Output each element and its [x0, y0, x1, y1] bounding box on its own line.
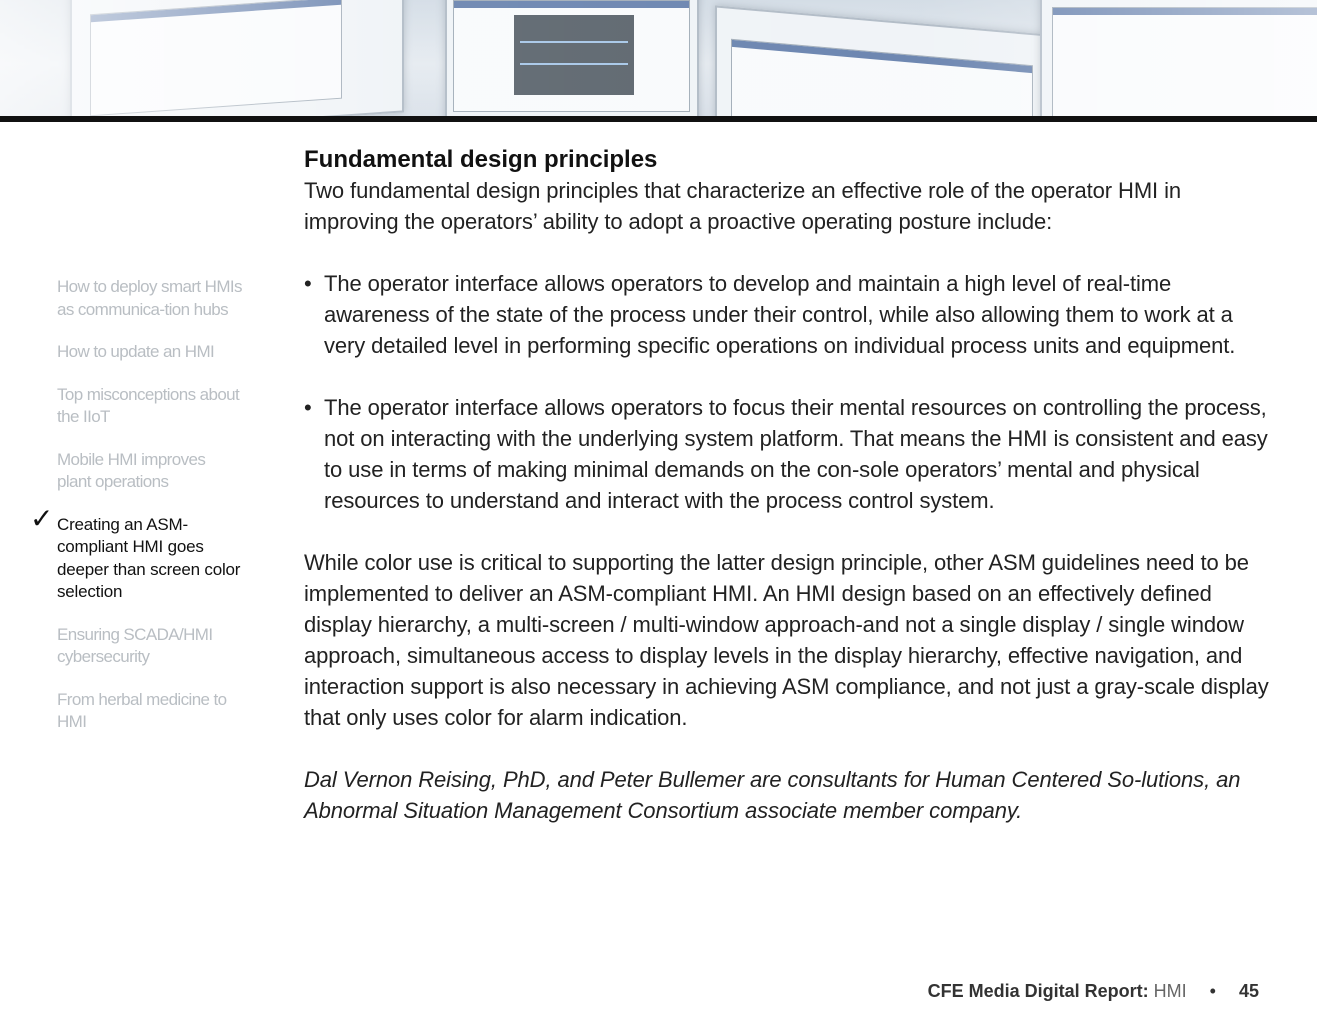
article-body — [304, 144, 1274, 826]
bullet-item — [304, 392, 1274, 516]
nav-item-asm-compliant-hmi[interactable] — [30, 501, 242, 604]
body-paragraph: While color use is critical to supporting the latter design principle, other ASM guidelines need to be implemented to deliver an ASM-compliant HMI. An HMI design based on an effectively defined display hierarchy, a multi-screen / multi-window approach-and not a single display / single window approach, simultaneous access to display levels in the display hierarchy, effective navigation, and interaction support is also necessary in achieving ASM compliance, and not just a gray-scale display that only uses color for alarm indication. — [304, 550, 1269, 730]
intro-paragraph: Two fundamental design principles that characterize an effective role of the operator HMI in improving the operators’ ability to adopt a proactive operating posture include: — [304, 178, 1181, 234]
bullet-icon: • — [304, 271, 312, 296]
nav-item-scada-cybersecurity[interactable]: Ensuring SCADA/HMI cybersecurity — [57, 624, 213, 666]
page-number: 45 — [1238, 981, 1259, 1001]
header-banner-image — [0, 0, 1317, 116]
nav-item-herbal-medicine[interactable]: From herbal medicine to HMI — [57, 689, 227, 731]
page-footer — [928, 979, 1259, 1003]
bullet-item — [304, 268, 1274, 361]
author-byline: Dal Vernon Reising, PhD, and Peter Bullemer are consultants for Human Centered So-lutions, an Abnormal Situation Management Consortium associate member company. — [304, 767, 1241, 823]
footer-topic: HMI — [1153, 981, 1187, 1001]
nav-item-mobile-hmi[interactable]: Mobile HMI improves plant operations — [57, 449, 206, 491]
bullet-text: The operator interface allows operators to develop and maintain a high level of real-time awareness of the state of the process under their control, while also allowing them to work at a very detailed level in performing specific operations on individual process units and equipment. — [324, 271, 1236, 358]
section-heading: Fundamental design principles — [304, 146, 658, 173]
nav-item-update-hmi[interactable]: How to update an HMI — [57, 342, 215, 361]
sidebar-nav — [30, 276, 242, 754]
bullet-text: The operator interface allows operators to focus their mental resources on controlling the process, not on interacting with the underlying system platform. That means the HMI is consistent and easy to use in terms of making minimal demands on the con-sole operators’ mental and physical resources to understand and interact with the process control system. — [324, 395, 1268, 513]
nav-item-label: Creating an ASM-compliant HMI goes deeper than screen color selection — [57, 514, 241, 601]
footer-separator: • — [1209, 981, 1216, 1001]
nav-item-smart-hmis[interactable]: How to deploy smart HMIs as communica-tion hubs — [57, 277, 242, 319]
footer-brand: CFE Media Digital Report: — [927, 981, 1149, 1001]
header-rule — [0, 116, 1317, 122]
nav-item-iiot-misconceptions[interactable]: Top misconceptions about the IIoT — [57, 384, 240, 426]
checkmark-icon: ✓ — [30, 501, 54, 535]
bullet-icon: • — [304, 395, 312, 420]
